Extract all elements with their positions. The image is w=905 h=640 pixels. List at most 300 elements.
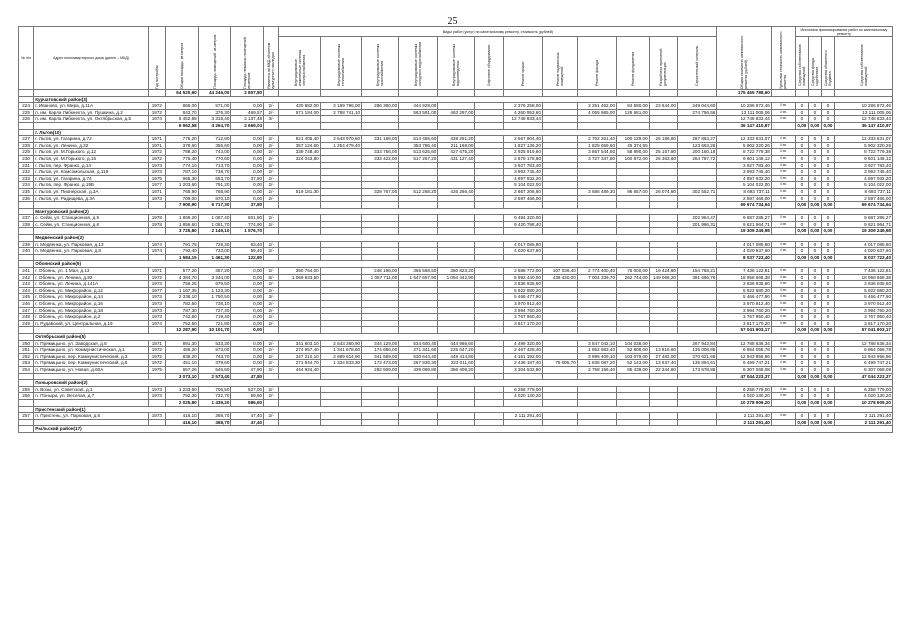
table-cell: 0 bbox=[821, 268, 834, 275]
table-cell: 2/- bbox=[264, 248, 279, 255]
table-cell: 3 993 745,40 bbox=[717, 169, 771, 176]
table-cell: 2/- bbox=[264, 195, 279, 202]
table-cell: 2/- bbox=[264, 188, 279, 195]
table-cell bbox=[649, 399, 677, 406]
table-cell: 444 928,00 bbox=[399, 103, 438, 110]
table-cell bbox=[399, 386, 438, 393]
table-cell: 2 376 258,00 bbox=[503, 103, 542, 110]
table-cell bbox=[34, 122, 148, 129]
table-cell: 3 993 745,40 bbox=[503, 169, 542, 176]
table-cell: 237 bbox=[19, 215, 34, 222]
table-cell: 9 687 285,27 bbox=[717, 215, 771, 222]
table-cell: 0 bbox=[795, 248, 808, 255]
table-cell: 5 466 477,90 bbox=[503, 294, 542, 301]
table-cell bbox=[438, 202, 475, 209]
table-cell: 428 251,20 bbox=[438, 136, 475, 143]
table-cell: 2/- bbox=[264, 281, 279, 288]
table-cell: 0 bbox=[808, 195, 821, 202]
table-cell: 328 767,00 bbox=[362, 188, 399, 195]
table-cell: 1 069 833,50 bbox=[279, 274, 320, 281]
table-cell bbox=[320, 274, 361, 281]
table-cell: 0 bbox=[795, 241, 808, 248]
table-cell: 7 436 122,81 bbox=[717, 268, 771, 275]
table-cell: 2 111 291,40 bbox=[835, 419, 893, 426]
table-cell bbox=[649, 248, 677, 255]
table-cell bbox=[264, 202, 279, 209]
table-cell: 44 246,00 bbox=[198, 90, 231, 97]
table-cell bbox=[279, 281, 320, 288]
table-cell bbox=[577, 202, 616, 209]
table-cell: 12 748 833,44 bbox=[503, 116, 542, 123]
table-cell: 727,40 bbox=[198, 307, 231, 314]
table-cell: 1 167,35 bbox=[166, 287, 199, 294]
table-row bbox=[19, 195, 893, 202]
table-cell bbox=[279, 248, 320, 255]
table-cell: 2 588 772,00 bbox=[503, 268, 542, 275]
header-no: № п/п bbox=[19, 27, 34, 90]
table-cell: 3 836 935,60 bbox=[717, 281, 771, 288]
table-cell: 765,90 bbox=[166, 188, 199, 195]
table-cell bbox=[542, 386, 577, 393]
table-cell bbox=[475, 149, 503, 156]
table-cell: 2 597 466,00 bbox=[503, 195, 542, 202]
table-cell: 0,00 bbox=[231, 327, 264, 334]
table-cell: 2/- bbox=[264, 320, 279, 327]
table-cell: 1972 bbox=[148, 353, 165, 360]
table-cell: 3 767 950,40 bbox=[835, 314, 893, 321]
table-cell: 4 020 637,60 bbox=[835, 248, 893, 255]
table-cell bbox=[320, 307, 361, 314]
table-cell: 248 bbox=[19, 314, 34, 321]
table-cell bbox=[475, 399, 503, 406]
table-cell bbox=[617, 393, 650, 400]
table-cell: 4 020 637,60 bbox=[503, 248, 542, 255]
table-cell bbox=[475, 327, 503, 334]
table-cell: 211 168,00 bbox=[438, 142, 475, 149]
table-cell: 26 186,80 bbox=[649, 136, 677, 143]
table-cell: 224 bbox=[19, 103, 34, 110]
table-cell: 0 bbox=[808, 182, 821, 189]
table-cell bbox=[362, 248, 399, 255]
table-cell bbox=[835, 90, 893, 97]
header-fund-regional: Средства областного бюджета bbox=[823, 50, 832, 87]
table-cell bbox=[577, 294, 616, 301]
table-cell bbox=[399, 307, 438, 314]
table-cell bbox=[475, 360, 503, 367]
header-funding-group: Источники финансирования работ по капитальному ремонту bbox=[795, 27, 892, 37]
table-cell: 2 111 291,40 bbox=[717, 413, 771, 420]
table-cell: 104 038,00 bbox=[617, 340, 650, 347]
table-row bbox=[19, 268, 893, 275]
table-cell: 253 bbox=[19, 360, 34, 367]
table-cell bbox=[148, 373, 165, 380]
table-cell bbox=[503, 254, 542, 261]
subtotal-row bbox=[19, 228, 893, 235]
table-cell: 242 bbox=[19, 274, 34, 281]
table-cell bbox=[503, 419, 542, 426]
table-cell: 965,30 bbox=[166, 175, 199, 182]
table-cell: 0 bbox=[808, 287, 821, 294]
table-cell: 517 267,20 bbox=[399, 155, 438, 162]
table-cell: 12 748 833,44 bbox=[717, 116, 771, 123]
table-cell: 2 925 919,60 bbox=[503, 149, 542, 156]
table-cell: 10 286 872,46 bbox=[835, 103, 893, 110]
table-cell: 0,00 bbox=[231, 155, 264, 162]
table-cell: 563 591,00 bbox=[399, 109, 438, 116]
table-cell bbox=[362, 419, 399, 426]
table-cell: 59,60 bbox=[231, 393, 264, 400]
table-cell: 5 466 477,90 bbox=[717, 294, 771, 301]
table-cell: 1974 bbox=[148, 248, 165, 255]
table-cell bbox=[399, 413, 438, 420]
table-cell: 3 994 760,20 bbox=[835, 307, 893, 314]
table-cell: 0,00 bbox=[795, 399, 808, 406]
table-row bbox=[19, 294, 893, 301]
table-cell bbox=[279, 314, 320, 321]
table-cell bbox=[649, 320, 677, 327]
table-cell: 2 111 291,40 bbox=[835, 413, 893, 420]
table-cell: 2/- bbox=[264, 162, 279, 169]
table-cell: 0,00 bbox=[231, 287, 264, 294]
table-cell: 1975 bbox=[148, 366, 165, 373]
header-work-basement: Ремонт подвальных помещений bbox=[555, 52, 564, 87]
table-cell bbox=[320, 287, 361, 294]
subtotal-row bbox=[19, 90, 893, 97]
table-cell: 776,20 bbox=[166, 136, 199, 143]
table-cell: 1972 bbox=[148, 274, 165, 281]
table-cell: 770,60 bbox=[198, 155, 231, 162]
table-cell bbox=[438, 393, 475, 400]
table-cell bbox=[577, 182, 616, 189]
table-cell: 69 674 734,94 bbox=[835, 202, 893, 209]
table-cell bbox=[279, 215, 320, 222]
table-cell bbox=[362, 241, 399, 248]
table-cell bbox=[399, 301, 438, 308]
table-cell: 4 260 953,60 bbox=[503, 109, 542, 116]
table-cell: 1972 bbox=[148, 360, 165, 367]
table-cell bbox=[399, 182, 438, 189]
table-cell: 0 bbox=[808, 281, 821, 288]
table-cell bbox=[475, 221, 503, 228]
table-cell: 0 bbox=[821, 320, 834, 327]
table-cell bbox=[542, 248, 577, 255]
table-cell: 2/- bbox=[264, 347, 279, 354]
table-cell: 5 902 320,26 bbox=[835, 142, 893, 149]
table-row bbox=[19, 347, 893, 354]
table-cell bbox=[279, 162, 320, 169]
table-cell: 712,80 bbox=[198, 136, 231, 143]
table-cell: 0,00 bbox=[821, 419, 834, 426]
table-cell: 438 430,00 bbox=[542, 274, 577, 281]
table-cell: 4 хв. bbox=[771, 195, 795, 202]
table-cell: 0 bbox=[808, 241, 821, 248]
table-cell bbox=[438, 386, 475, 393]
table-cell bbox=[320, 202, 361, 209]
subtotal-row bbox=[19, 327, 893, 334]
table-cell bbox=[320, 366, 361, 373]
table-cell: 738,70 bbox=[198, 169, 231, 176]
table-cell: 25 157,80 bbox=[649, 149, 677, 156]
header-total-area: Общая площадь, кв.метров bbox=[179, 42, 184, 89]
table-cell: 234 bbox=[19, 182, 34, 189]
table-cell: 230 bbox=[19, 155, 34, 162]
table-cell bbox=[19, 373, 34, 380]
table-cell: 463 297,00 bbox=[438, 109, 475, 116]
table-cell: 0 bbox=[821, 116, 834, 123]
table-cell: 451,10 bbox=[166, 360, 199, 367]
table-cell: 0 bbox=[821, 109, 834, 116]
table-cell bbox=[399, 327, 438, 334]
table-cell bbox=[577, 281, 616, 288]
table-cell bbox=[542, 413, 577, 420]
table-cell: 1971 bbox=[148, 188, 165, 195]
table-cell bbox=[279, 221, 320, 228]
table-cell bbox=[438, 301, 475, 308]
table-cell: 4 499 320,00 bbox=[503, 340, 542, 347]
table-cell: 0 bbox=[821, 195, 834, 202]
table-row bbox=[19, 281, 893, 288]
table-cell bbox=[649, 287, 677, 294]
table-cell: 0 bbox=[821, 248, 834, 255]
table-cell: 4 хв. bbox=[771, 360, 795, 367]
table-cell bbox=[362, 195, 399, 202]
table-cell bbox=[34, 254, 148, 261]
table-cell bbox=[677, 175, 716, 182]
table-cell: 4 хв. bbox=[771, 103, 795, 110]
table-cell bbox=[617, 307, 650, 314]
table-cell bbox=[362, 399, 399, 406]
table-cell bbox=[677, 169, 716, 176]
table-cell bbox=[649, 116, 677, 123]
table-cell bbox=[362, 175, 399, 182]
table-cell: 787,10 bbox=[166, 169, 199, 176]
table-cell bbox=[438, 162, 475, 169]
table-cell bbox=[34, 373, 148, 380]
table-cell: 0 bbox=[808, 294, 821, 301]
table-cell: п. Медвенка, ул. Парковая, д.13 bbox=[34, 241, 148, 248]
table-cell bbox=[438, 413, 475, 420]
table-cell: 341 803,10 bbox=[279, 340, 320, 347]
table-cell: г. Обоянь, ул. Микрорайон, д.18 bbox=[34, 307, 148, 314]
table-cell: 0 bbox=[795, 149, 808, 156]
table-cell: 5 992 440,00 bbox=[503, 274, 542, 281]
table-cell bbox=[475, 182, 503, 189]
table-cell: 427 675,20 bbox=[438, 149, 475, 156]
table-cell: 0 bbox=[821, 294, 834, 301]
table-cell: г. Обоянь, ул. 1 Мая, д.13 bbox=[34, 268, 148, 275]
table-cell bbox=[503, 228, 542, 235]
table-cell: 0 bbox=[821, 366, 834, 373]
table-cell: 2 436 187,40 bbox=[503, 360, 542, 367]
header-living-area: Площадь помещений, кв.метров bbox=[212, 34, 217, 89]
table-cell: 0 bbox=[821, 155, 834, 162]
table-cell: 4 хв. bbox=[771, 136, 795, 143]
table-cell bbox=[577, 373, 616, 380]
table-cell: 287 863,27 bbox=[677, 136, 716, 143]
table-cell: 431 127,40 bbox=[438, 155, 475, 162]
table-cell bbox=[475, 347, 503, 354]
table-cell bbox=[362, 228, 399, 235]
table-cell bbox=[34, 228, 148, 235]
table-cell: 2/- bbox=[264, 155, 279, 162]
table-cell: 2/- bbox=[264, 215, 279, 222]
table-cell bbox=[542, 287, 577, 294]
table-cell bbox=[279, 327, 320, 334]
table-cell bbox=[677, 287, 716, 294]
table-cell: 1973 bbox=[148, 294, 165, 301]
table-cell: 3 895 409,10 bbox=[577, 353, 616, 360]
table-cell: 4 017 085,80 bbox=[717, 241, 771, 248]
table-cell bbox=[320, 241, 361, 248]
table-cell: 6 258 779,00 bbox=[503, 386, 542, 393]
table-cell: 149 066,20 bbox=[649, 274, 677, 281]
table-row bbox=[19, 340, 893, 347]
table-cell: 1972 bbox=[148, 109, 165, 116]
table-cell bbox=[577, 241, 616, 248]
table-cell bbox=[320, 149, 361, 156]
table-cell bbox=[279, 202, 320, 209]
subtotal-row bbox=[19, 122, 893, 129]
table-cell bbox=[542, 122, 577, 129]
table-cell bbox=[577, 195, 616, 202]
table-cell: 18 958 668,38 bbox=[835, 274, 893, 281]
table-cell: 1 203,60 bbox=[166, 182, 199, 189]
table-cell: 2 567 904,40 bbox=[503, 136, 542, 143]
table-cell: 791,20 bbox=[198, 182, 231, 189]
page-number: 25 bbox=[447, 16, 458, 27]
table-cell bbox=[438, 419, 475, 426]
table-cell: 3 727 347,80 bbox=[577, 155, 616, 162]
table-cell: 4 151 192,00 bbox=[503, 353, 542, 360]
table-cell bbox=[503, 122, 542, 129]
table-cell: 154 758,21 bbox=[677, 268, 716, 275]
table-cell: 679,50 bbox=[198, 281, 231, 288]
table-cell: 4 хв. bbox=[771, 241, 795, 248]
table-cell bbox=[438, 399, 475, 406]
header-work-foundation: Ремонт фундамента bbox=[630, 51, 635, 87]
table-cell bbox=[320, 386, 361, 393]
table-cell bbox=[399, 314, 438, 321]
table-cell: 12 333 831,07 bbox=[835, 136, 893, 143]
table-cell bbox=[649, 301, 677, 308]
table-cell: 782,60 bbox=[166, 301, 199, 308]
table-cell: 333 756,00 bbox=[362, 149, 399, 156]
table-cell bbox=[475, 103, 503, 110]
table-cell bbox=[362, 320, 399, 327]
table-cell: г. Обоянь, ул. Микрорайон, д.14 bbox=[34, 294, 148, 301]
table-cell: с. Сейм, ул. Станционная, д.6 bbox=[34, 221, 148, 228]
table-cell: 2/- bbox=[264, 413, 279, 420]
table-cell: 0 bbox=[795, 188, 808, 195]
table-cell: 0 bbox=[821, 175, 834, 182]
table-cell: 0,00 bbox=[795, 373, 808, 380]
district-row bbox=[19, 129, 893, 136]
table-cell bbox=[34, 202, 148, 209]
subtotal-row bbox=[19, 373, 893, 380]
table-cell bbox=[475, 202, 503, 209]
table-row bbox=[19, 301, 893, 308]
table-cell: 1 836 087,20 bbox=[577, 360, 616, 367]
table-cell: 3 927 783,40 bbox=[717, 162, 771, 169]
table-cell bbox=[264, 228, 279, 235]
table-cell: 7 436 122,81 bbox=[835, 268, 893, 275]
table-cell: 5 104 022,00 bbox=[835, 182, 893, 189]
table-cell bbox=[320, 268, 361, 275]
header-work-drainage: Внутридомовые системы водоотведения bbox=[452, 43, 461, 87]
table-cell: 2 758 156,40 bbox=[577, 366, 616, 373]
table-cell bbox=[542, 399, 577, 406]
table-cell bbox=[771, 202, 795, 209]
table-cell bbox=[649, 386, 677, 393]
table-cell bbox=[771, 90, 795, 97]
table-cell: г. Обоянь, ул. Ленина, д.141А bbox=[34, 281, 148, 288]
table-cell: 257 bbox=[19, 413, 34, 420]
table-cell: 4 020 130,20 bbox=[717, 393, 771, 400]
table-cell: г. Льгов, ул. М.Горького, д.12 bbox=[34, 149, 148, 156]
table-cell bbox=[677, 248, 716, 255]
table-cell: 9 621 964,71 bbox=[717, 221, 771, 228]
table-cell: 10 286 872,46 bbox=[717, 103, 771, 110]
table-cell: 4 хв. bbox=[771, 314, 795, 321]
table-cell: 4 264,70 bbox=[198, 122, 231, 129]
table-cell: 3 867 544,60 bbox=[577, 149, 616, 156]
table-cell: 36 147 410,97 bbox=[717, 122, 771, 129]
table-cell bbox=[475, 228, 503, 235]
table-cell bbox=[438, 281, 475, 288]
table-cell: 0 bbox=[808, 353, 821, 360]
table-row bbox=[19, 162, 893, 169]
table-cell bbox=[438, 169, 475, 176]
table-cell bbox=[649, 327, 677, 334]
table-cell: 4 хв. bbox=[771, 149, 795, 156]
table-cell: 246 bbox=[19, 301, 34, 308]
table-cell bbox=[399, 241, 438, 248]
table-cell: 4 055 965,00 bbox=[577, 109, 616, 116]
table-cell: 353 786,40 bbox=[399, 142, 438, 149]
table-cell: 366 409,20 bbox=[438, 366, 475, 373]
table-cell: 5 452,88 bbox=[166, 116, 199, 123]
table-cell: г. Льгов, пер. Франко, д.19Б bbox=[34, 182, 148, 189]
table-cell bbox=[771, 373, 795, 380]
table-cell: 0 bbox=[795, 307, 808, 314]
table-cell: 743,70 bbox=[198, 353, 231, 360]
table-cell: 0 bbox=[821, 301, 834, 308]
table-cell bbox=[19, 399, 34, 406]
table-cell: 788,20 bbox=[166, 149, 199, 156]
table-cell bbox=[542, 90, 577, 97]
table-cell: 1 334 833,30 bbox=[320, 360, 361, 367]
table-cell bbox=[438, 175, 475, 182]
table-cell: 69 674 734,94 bbox=[717, 202, 771, 209]
table-cell: 13 816,60 bbox=[649, 347, 677, 354]
table-cell bbox=[279, 301, 320, 308]
table-cell bbox=[19, 122, 34, 129]
table-cell: 254 bbox=[19, 366, 34, 373]
table-cell: 0 bbox=[795, 274, 808, 281]
table-cell: 4 897 932,20 bbox=[835, 175, 893, 182]
table-cell bbox=[542, 109, 577, 116]
table-cell bbox=[279, 320, 320, 327]
table-cell bbox=[438, 182, 475, 189]
table-cell: 2 702 261,40 bbox=[577, 136, 616, 143]
table-cell: 527,00 bbox=[231, 386, 264, 393]
table-cell: 13 111 005,06 bbox=[717, 109, 771, 116]
table-cell: 100 872,00 bbox=[617, 155, 650, 162]
table-cell: 4 897 932,20 bbox=[717, 175, 771, 182]
table-cell bbox=[320, 228, 361, 235]
table-cell bbox=[542, 221, 577, 228]
table-cell bbox=[399, 162, 438, 169]
